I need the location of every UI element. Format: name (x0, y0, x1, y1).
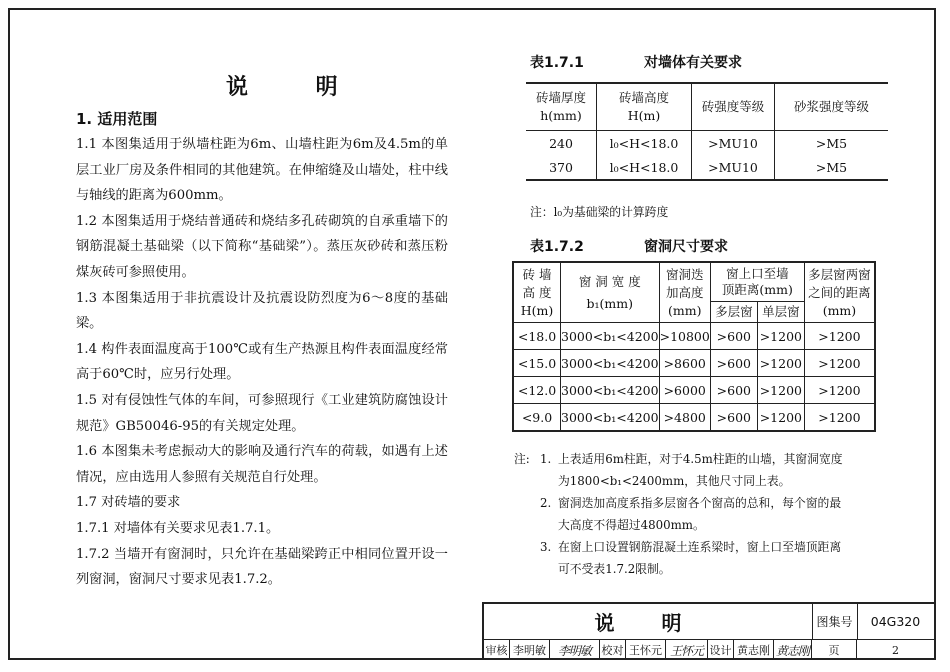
table2-header-cell: 砖 墙 高 度 H(m) (513, 262, 561, 323)
table-row (526, 131, 888, 156)
check-name: 王怀元 (626, 640, 666, 660)
doc-title: 说 明 (226, 75, 368, 100)
signature-row (484, 640, 934, 660)
table-cell: >M5 (815, 135, 848, 151)
table-cell: 3000<b₁<4200 (561, 350, 660, 377)
table2-caption (530, 236, 728, 256)
atlas-number: 04G320 (857, 604, 934, 640)
table2-notes (514, 448, 844, 580)
design-signature: 黄志刚 (774, 640, 812, 660)
page-label: 页 (812, 640, 857, 660)
atlas-number-label: 图集号 (812, 604, 858, 640)
table2-header-cell: 窗上口至墙 顶距离(mm) (710, 262, 804, 302)
table1-number: 表1.7.1 (530, 55, 584, 71)
table-cell: <15.0 (513, 350, 561, 377)
note-item (514, 536, 844, 580)
table-row (513, 323, 875, 350)
paragraph: 1.5 对有侵蚀性气体的车间，可参照现行《工业建筑防腐蚀设计规范》GB50046-95的有关规定处理。 (76, 392, 448, 434)
table-row (513, 377, 875, 404)
table1-header-cell: 砖强度等级 (692, 83, 775, 131)
note-text: 在窗上口设置钢筋混凝土连系梁时，窗上口至墙顶距离可不受表1.7.2限制。 (558, 540, 842, 576)
paragraph: 1.7.1 对墙体有关要求见表1.7.1。 (76, 520, 280, 536)
review-name: 李明敏 (510, 640, 550, 660)
note-index: 2. (540, 496, 552, 510)
table-cell: l₀<H<18.0 (597, 131, 692, 156)
table-row (513, 350, 875, 377)
review-signature: 李明敏 (550, 640, 600, 660)
table-cell: >1200 (757, 350, 804, 377)
table-cell: >1200 (804, 404, 875, 432)
table2-header-cell: 多层窗 (710, 302, 757, 323)
table1-note: 注：l₀为基础梁的计算跨度 (530, 205, 669, 219)
table-cell: <18.0 (513, 323, 561, 350)
table1-title: 对墙体有关要求 (644, 55, 742, 71)
design-name: 黄志刚 (734, 640, 774, 660)
paragraph: 1.4 构件表面温度高于100℃或有生产热源且构件表面温度经常高于60℃时，应另行处理。 (76, 341, 448, 383)
table2-header-cell: 多层窗两窗 之间的距离 (mm) (804, 262, 875, 323)
check-signature: 王怀元 (666, 640, 708, 660)
table-cell: >1200 (757, 404, 804, 432)
table-cell: l₀<H<18.0 (597, 155, 692, 180)
table-cell: 370 (526, 155, 597, 180)
table-cell: >8600 (659, 350, 710, 377)
table1-header-cell: 砂浆强度等级 (775, 83, 889, 131)
table-row (526, 155, 888, 180)
table-cell: <12.0 (513, 377, 561, 404)
table-cell: 3000<b₁<4200 (561, 323, 660, 350)
table-cell: >1200 (804, 350, 875, 377)
note-index: 3. (540, 540, 552, 554)
table1 (526, 82, 888, 181)
note-item (514, 448, 844, 492)
table2-header-cell: 单层窗 (757, 302, 804, 323)
table-cell: >600 (710, 323, 757, 350)
table-cell: 240 (526, 131, 597, 156)
table-cell: >1200 (804, 377, 875, 404)
table-cell: 3000<b₁<4200 (561, 404, 660, 432)
review-label: 审核 (484, 640, 510, 660)
table1-header-cell: 砖墙厚度 h(mm) (526, 83, 597, 131)
page-number: 2 (892, 643, 899, 657)
table-cell: >4800 (659, 404, 710, 432)
table-cell: >6000 (659, 377, 710, 404)
table-cell: >1200 (804, 323, 875, 350)
table1-caption (530, 52, 742, 72)
table2 (512, 261, 876, 432)
design-label: 设计 (708, 640, 734, 660)
table-cell: >10800 (659, 323, 710, 350)
paragraph: 1.7 对砖墙的要求 (76, 495, 181, 511)
paragraph: 1.2 本图集适用于烧结普通砖和烧结多孔砖砌筑的自承重墙下的钢筋混凝土基础梁（以下简称“基础梁”）。蒸压灰砂砖和蒸压粉煤灰砖可参照使用。 (76, 213, 448, 280)
table-cell: >600 (710, 350, 757, 377)
title-block (482, 602, 936, 660)
table-row (513, 404, 875, 432)
table-cell: >1200 (757, 377, 804, 404)
note-text: 上表适用6m柱距，对于4.5m柱距的山墙，其窗洞宽度为1800<b₁<2400mm，其他尺寸同上表。 (558, 452, 843, 488)
table-cell: >1200 (757, 323, 804, 350)
notes-label: 注: (514, 452, 530, 466)
title-block-title: 说 明 (484, 604, 813, 640)
table1-header-cell: 砖墙高度 H(m) (597, 83, 692, 131)
section-heading: 1. 适用范围 (76, 110, 158, 128)
table2-header-cell: 窗洞迭 加高度 (mm) (659, 262, 710, 323)
paragraph: 1.6 本图集未考虑振动大的影响及通行汽车的荷载，如遇有上述情况，应由选用人参照有关规范自行处理。 (76, 444, 448, 485)
table2-header-cell: 窗 洞 宽 度 b₁(mm) (561, 262, 660, 323)
table-cell: >MU10 (692, 131, 775, 156)
check-label: 校对 (600, 640, 626, 660)
paragraph: 1.7.2 当墙开有窗洞时，只允许在基础梁跨正中相同位置开设一列窗洞，窗洞尺寸要求见表1.7.2。 (76, 546, 448, 588)
table-cell: >M5 (815, 159, 848, 175)
table-cell: >600 (710, 377, 757, 404)
paragraph: 1.1 本图集适用于纵墙柱距为6m、山墙柱距为6m及4.5m的单层工业厂房及条件相同的其他建筑。在伸缩缝及山墙处，柱中线与轴线的距离为600mm。 (76, 137, 448, 204)
note-index: 1. (540, 452, 552, 466)
paragraph: 1.3 本图集适用于非抗震设计及抗震设防烈度为6～8度的基础梁。 (76, 290, 448, 332)
paragraph-list (76, 132, 448, 593)
table-cell: <9.0 (513, 404, 561, 432)
table2-number: 表1.7.2 (530, 239, 584, 255)
note-text: 窗洞迭加高度系指多层窗各个窗高的总和，每个窗的最大高度不得超过4800mm。 (558, 496, 842, 532)
note-item (514, 492, 844, 536)
table2-title: 窗洞尺寸要求 (644, 239, 728, 255)
table-cell: >MU10 (692, 155, 775, 180)
table-cell: >600 (710, 404, 757, 432)
table-cell: 3000<b₁<4200 (561, 377, 660, 404)
